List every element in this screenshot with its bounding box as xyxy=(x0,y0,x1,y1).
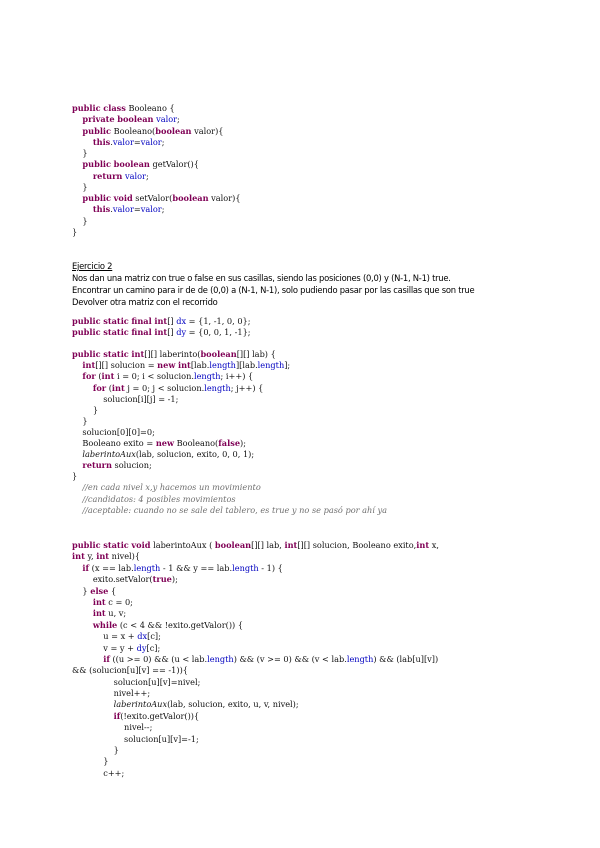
code-line: int c = 0; xyxy=(92,596,133,607)
exercise-text-line: Encontrar un camino para ir de de (0,0) a (N-1, N-1), solo pudiendo pasar por las casillas que son true xyxy=(72,285,475,295)
code-line: this.valor=valor; xyxy=(92,204,165,215)
code-line: c++; xyxy=(72,767,125,778)
exercise-statement xyxy=(72,260,474,308)
code-line: private boolean valor; xyxy=(82,114,180,125)
exercise-text-line: Devolver otra matriz con el recorrido xyxy=(72,297,218,307)
exercise-title: Ejercicio 2 xyxy=(72,261,113,271)
code-line: u = x + dx[c]; xyxy=(72,631,161,642)
code-line: int[][] solucion = new int[lab.length][lab.length]; xyxy=(82,360,291,371)
code-line: } xyxy=(72,404,99,415)
code-line: public static int[][] laberinto(boolean[][] lab) { xyxy=(72,349,276,360)
exercise-text-line: Nos dan una matriz con true o false en sus casillas, siendo las posiciones (0,0) y (N-1, N-1) true. xyxy=(72,273,451,283)
code-line: return solucion; xyxy=(82,460,152,471)
code-line: public void setValor(boolean valor){ xyxy=(82,193,241,203)
code-line: int y, int nivel){ xyxy=(72,551,141,562)
code-line: public static final int[] dy = {0, 0, 1, -1}; xyxy=(72,327,251,338)
code-block-laberinto-aux xyxy=(72,540,439,779)
code-line: public boolean getValor(){ xyxy=(82,159,199,170)
code-line: for (int i = 0; i < solucion.length; i++) { xyxy=(82,371,254,382)
code-line: public static final int[] dx = {1, -1, 0, 0}; xyxy=(72,316,251,326)
code-comment: //candidatos: 4 posibles movimientos xyxy=(72,493,236,504)
code-line: int u, v; xyxy=(92,608,127,619)
code-line: } else { xyxy=(72,585,117,596)
code-line: } xyxy=(72,215,88,226)
code-line: laberintoAux(lab, solucion, exito, 0, 0, 1); xyxy=(82,449,255,460)
code-line: public class Booleano { xyxy=(72,103,175,113)
code-block-laberinto xyxy=(72,316,387,516)
code-line: } xyxy=(72,745,119,756)
code-line: this.valor=valor; xyxy=(92,136,165,147)
code-comment: //aceptable: cuando no se sale del tablero, es true y no se pasó por ahí ya xyxy=(72,504,388,515)
code-line: public Booleano(boolean valor){ xyxy=(82,125,224,136)
code-line: } xyxy=(72,181,88,192)
code-line: nivel--; xyxy=(72,722,153,733)
code-line: } xyxy=(72,415,88,426)
code-line: laberintoAux(lab, solucion, exito, u, v, nivel); xyxy=(113,699,299,710)
code-line: exito.setValor(true); xyxy=(72,574,178,585)
code-line: if(!exito.getValor()){ xyxy=(113,710,200,721)
code-line: nivel++; xyxy=(72,688,151,699)
code-line: if ((u >= 0) && (u < lab.length) && (v >= 0) && (v < lab.length) && (lab[u][v]) xyxy=(103,653,439,664)
code-line: && (solucion[u][v] == -1)){ xyxy=(72,665,188,676)
code-line: while (c < 4 && !exito.getValor()) { xyxy=(92,619,244,630)
code-comment: //en cada nivel x,y hacemos un movimiento xyxy=(72,482,261,493)
code-line: } xyxy=(72,756,109,767)
code-line: Booleano exito = new Booleano(false); xyxy=(72,438,246,449)
code-block-booleano-class xyxy=(72,103,241,238)
code-line: for (int j = 0; j < solucion.length; j++) { xyxy=(92,382,264,393)
code-line: return valor; xyxy=(92,170,149,181)
code-line xyxy=(72,338,387,349)
code-line: solucion[u][v]=-1; xyxy=(72,733,199,744)
code-line: } xyxy=(72,226,78,237)
code-line: } xyxy=(72,148,88,158)
code-line: public static void laberintoAux ( boolean[][] lab, int[][] solucion, Booleano exito,int x, xyxy=(72,540,439,550)
code-line: solucion[u][v]=nivel; xyxy=(72,676,201,687)
code-line: solucion[0][0]=0; xyxy=(72,426,155,437)
code-line: } xyxy=(72,471,78,482)
code-line: solucion[i][j] = -1; xyxy=(72,393,179,404)
code-line: if (x == lab.length - 1 && y == lab.length - 1) { xyxy=(82,562,283,573)
code-line: v = y + dy[c]; xyxy=(72,642,161,653)
